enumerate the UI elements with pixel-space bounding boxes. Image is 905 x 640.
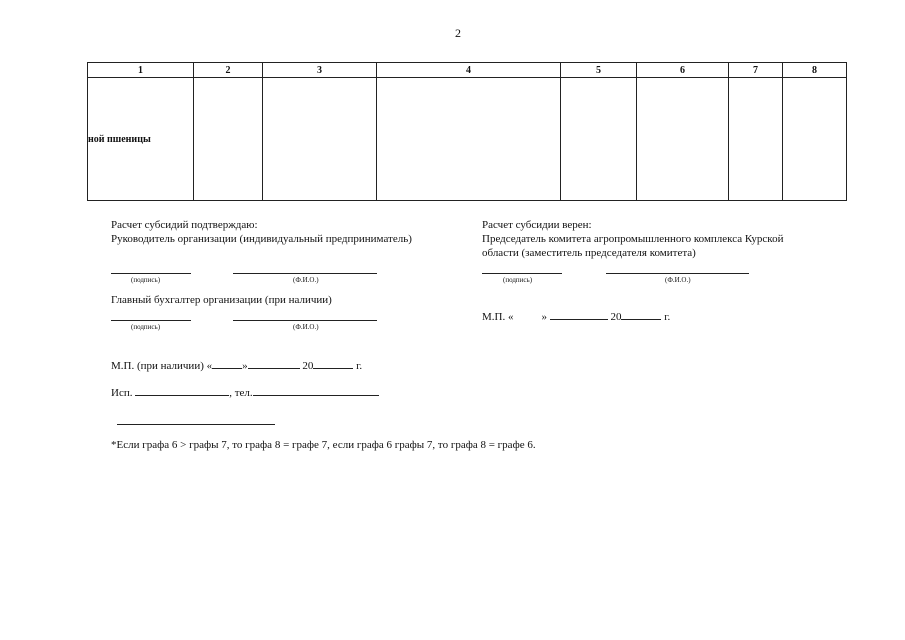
accountant-fio-caption: (Ф.И.О.) (293, 323, 319, 331)
table-cell (377, 78, 561, 201)
footnote: *Если графа 6 > графы 7, то графа 8 = графе 7, если графа 6 графы 7, то графа 8 = графе 6. (111, 439, 536, 451)
chair-role-line2: области (заместитель председателя комитета) (482, 247, 696, 259)
verified-title: Расчет субсидии верен: (482, 219, 592, 231)
table-header-cell: 2 (194, 63, 263, 78)
table-cell (263, 78, 377, 201)
right-mp-prefix: М.П. « (482, 311, 514, 323)
accountant-signature-line (111, 320, 191, 321)
left-mp-prefix: М.П. (при наличии) « (111, 360, 213, 372)
footnote-separator (117, 424, 275, 425)
chair-signature-caption: (подпись) (503, 276, 533, 284)
page-number: 2 (455, 26, 461, 40)
right-seal-date-line (482, 309, 670, 324)
confirm-title: Расчет субсидий подтверждаю: (111, 219, 258, 231)
isp-blank (135, 385, 229, 396)
table-header-cell: 4 (377, 63, 561, 78)
table-header-cell: 5 (561, 63, 637, 78)
tel-label: , тел. (229, 387, 253, 399)
table-header-cell: 1 (88, 63, 194, 78)
left-year-blank (313, 358, 353, 369)
right-year-suffix: г. (664, 311, 671, 323)
table-cell (194, 78, 263, 201)
table-cell (729, 78, 783, 201)
table-header-row (88, 63, 847, 78)
chair-signature-line (482, 273, 562, 274)
left-year-suffix: г. (356, 360, 363, 372)
left-month-blank (248, 358, 300, 369)
isp-label: Исп. (111, 387, 133, 399)
table-header-cell: 3 (263, 63, 377, 78)
table-cell (637, 78, 729, 201)
table-cell-crop: ной пшеницы (88, 78, 194, 201)
head-role: Руководитель организации (индивидуальный предприниматель) (111, 233, 412, 245)
right-year-blank (621, 309, 661, 320)
accountant-role: Главный бухгалтер организации (при наличии) (111, 294, 332, 306)
accountant-fio-line (233, 320, 377, 321)
right-month-blank (550, 309, 608, 320)
table-header-cell: 7 (729, 63, 783, 78)
head-signature-caption: (подпись) (131, 276, 161, 284)
executor-line (111, 385, 379, 400)
left-quote-close: » (242, 360, 248, 372)
right-year-prefix: 20 (610, 311, 622, 323)
head-signature-line (111, 273, 191, 274)
accountant-signature-caption: (подпись) (131, 323, 161, 331)
left-seal-date-line (111, 358, 362, 373)
tel-blank (253, 385, 379, 396)
subsidy-table (87, 62, 847, 201)
left-year-prefix: 20 (302, 360, 314, 372)
table-row (88, 78, 847, 201)
table-cell (561, 78, 637, 201)
right-quote-close: » (541, 311, 547, 323)
left-day-blank (212, 358, 242, 369)
chair-role-line1: Председатель комитета агропромышленного комплекса Курской (482, 233, 784, 245)
table-cell (783, 78, 847, 201)
chair-fio-line (606, 273, 749, 274)
table-header-cell: 6 (637, 63, 729, 78)
chair-fio-caption: (Ф.И.О.) (665, 276, 691, 284)
table-header-cell: 8 (783, 63, 847, 78)
head-fio-caption: (Ф.И.О.) (293, 276, 319, 284)
head-fio-line (233, 273, 377, 274)
